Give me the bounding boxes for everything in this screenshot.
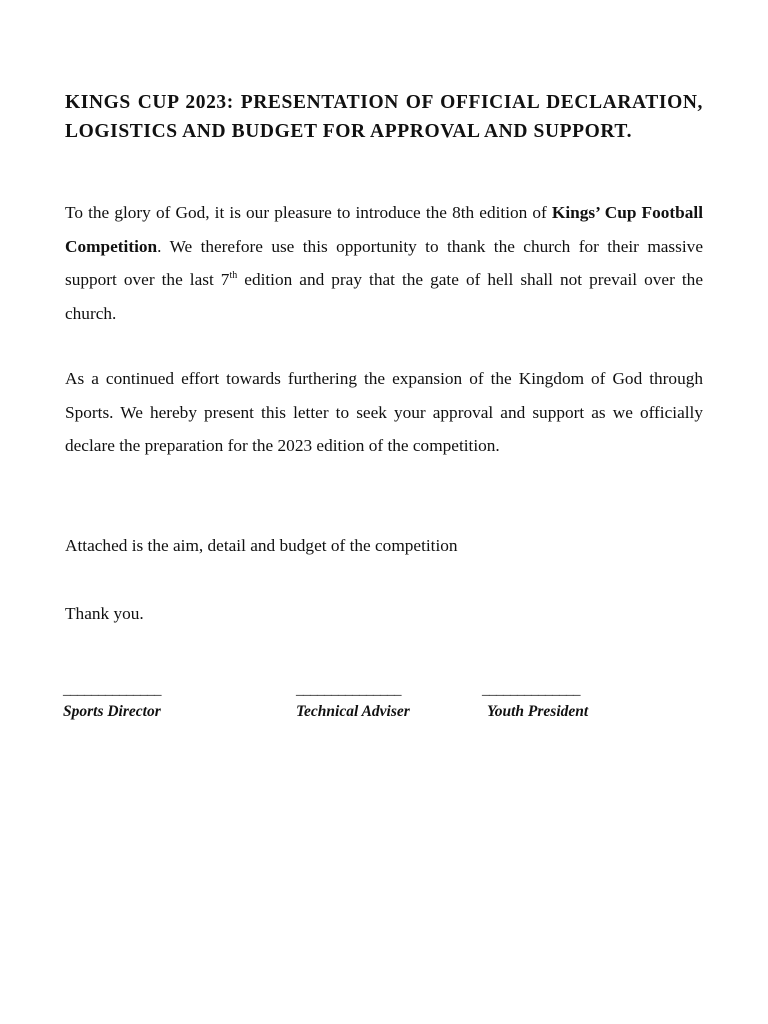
intro-paragraph	[65, 196, 703, 330]
intro-text-middle: . We therefore use this opportunity to thank the church for their massive support over the last 7	[65, 236, 703, 289]
signature-block-youth-president	[482, 682, 588, 721]
ordinal-superscript: th	[229, 270, 238, 281]
purpose-paragraph: As a continued effort towards furthering the expansion of the Kingdom of God through Sports. We hereby present this letter to seek your approval and support as we officially declare the preparation for the 2023 edition of the competition.	[65, 369, 703, 455]
intro-text-start: To the glory of God, it is our pleasure to introduce the 8th edition of	[65, 203, 552, 222]
intro-text-end: edition and pray that the gate of hell shall not prevail over the church.	[65, 270, 703, 323]
competition-name: Kings’ Cup Football Competition	[65, 203, 704, 256]
document-title: KINGS CUP 2023: PRESENTATION OF OFFICIAL DECLARATION, LOGISTICS AND BUDGET FOR APPROVAL AND SUPPORT.	[65, 92, 703, 142]
signature-block-technical-adviser	[296, 682, 410, 721]
signatory-title: Sports Director	[63, 703, 161, 720]
attachment-note: Attached is the aim, detail and budget of the competition	[65, 536, 458, 555]
closing-text: Thank you.	[65, 604, 144, 623]
signature-line: ______________	[482, 682, 580, 698]
signature-line: ______________	[63, 682, 161, 698]
signatory-title: Youth President	[487, 703, 589, 720]
signature-block-sports-director	[63, 682, 161, 721]
signature-line: _______________	[296, 682, 401, 698]
signatory-title: Technical Adviser	[296, 703, 410, 720]
